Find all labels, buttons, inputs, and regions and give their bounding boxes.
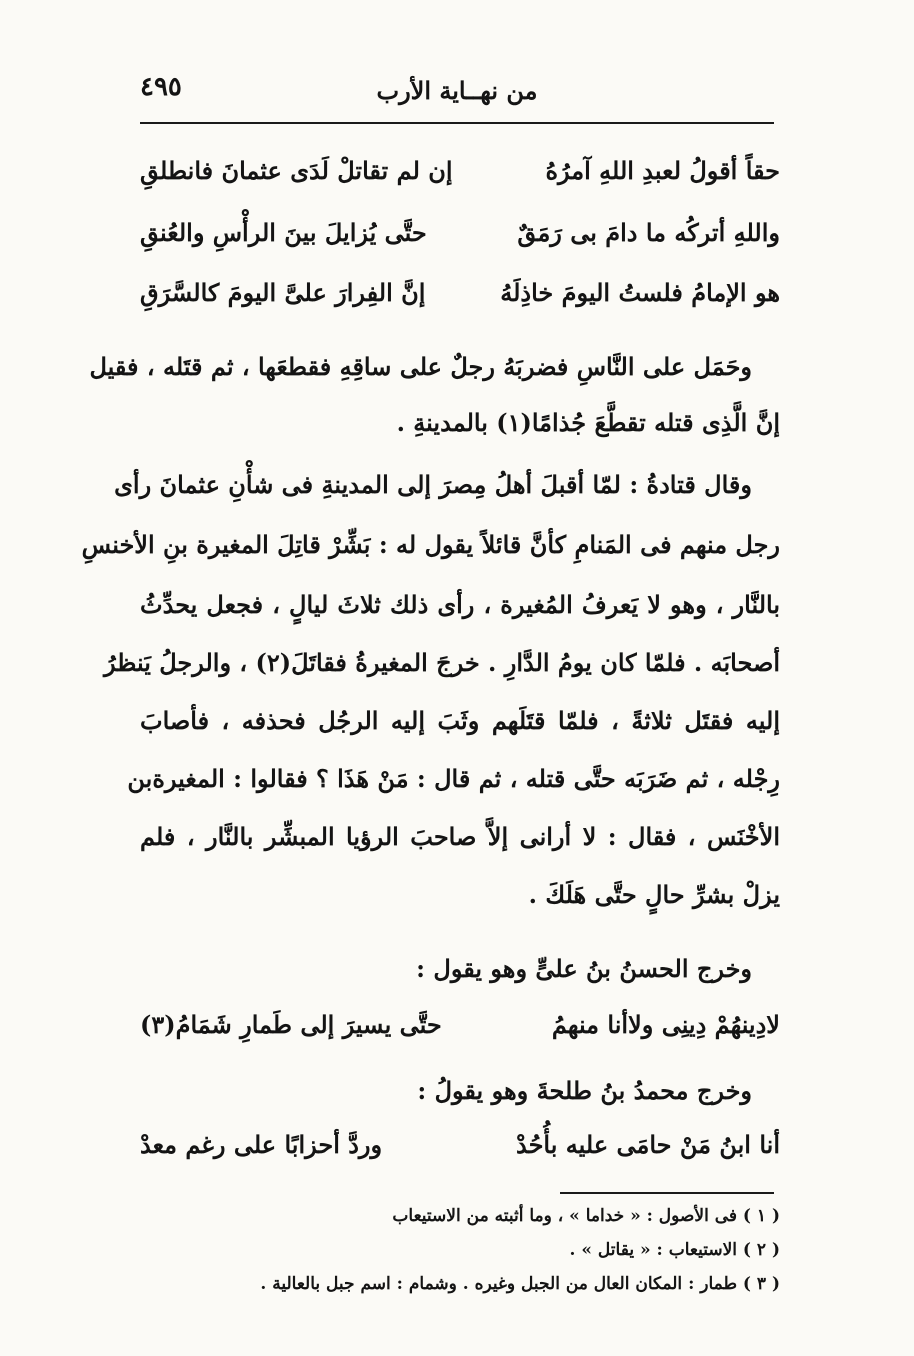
verse-second-hemistich: وردَّ أحزابًا على رغم معدْ: [140, 1130, 383, 1159]
prose-line: الأخْنَس ، فقال : لا أرانى إلاَّ صاحبَ الرؤيا المبشِّر بالنَّار ، فلم: [140, 822, 780, 851]
running-title: من نهــاية الأرب: [376, 76, 538, 105]
verse-line: [140, 1010, 780, 1056]
prose-line: بالنَّار ، وهو لا يَعرفُ المُغيرة ، رأى ذلك ثلاثَ ليالٍ ، فجعل يحدِّثُ: [140, 590, 780, 619]
verse-line: [140, 156, 780, 202]
verse-second-hemistich: حتَّى يسيرَ إلى طَمارِ شَمَامُ(٣): [140, 1010, 442, 1039]
verse-line: [140, 218, 780, 264]
prose-line: إنَّ الَّذِى قتله تقطَّعَ جُذامًا(١) بالمدينةِ .: [396, 408, 780, 437]
prose-line: إليه فقتَل ثلاثةً ، فلمّا قتَلَهم وثَبَ إليه الرجُل فحذفه ، فأصابَ: [140, 706, 780, 735]
prose-line: وخرج الحسنُ بنُ علىٍّ وهو يقول :: [416, 954, 752, 983]
verse-second-hemistich: إنَّ الفِرارَ علىَّ اليومَ كالسَّرَقِ: [140, 278, 426, 307]
prose-line: رِجْله ، ثم ضَرَبَه حتَّى قتله ، ثم قال : مَنْ هَذَا ؟ فقالوا : المغيرةبن: [127, 764, 780, 793]
verse-first-hemistich: واللهِ أتركُه ما دامَ بى رَمَقٌ: [517, 218, 780, 247]
verse-line: [140, 1130, 780, 1176]
page-header: [140, 72, 774, 118]
verse-second-hemistich: حتَّى يُزايلَ بينَ الرأْسِ والعُنقِ: [140, 218, 427, 247]
verse-first-hemistich: هو الإمامُ فلستُ اليومَ خاذِلَهُ: [500, 278, 780, 307]
prose-line: وخرج محمدُ بنُ طلحةَ وهو يقولُ :: [417, 1076, 752, 1105]
verse-first-hemistich: لادِينهُمْ دِينِى ولاأنا منهمُ: [551, 1010, 780, 1039]
footnote: ( ١ ) فى الأصول : « خداما » ، وما أثبته من الاستيعاب: [392, 1206, 780, 1226]
verse-second-hemistich: إن لم تقاتلْ لَدَى عثمانَ فانطلقِ: [140, 156, 453, 185]
header-rule: [140, 122, 774, 124]
footnote-rule: [560, 1192, 774, 1194]
prose-line: وحَمَل على النَّاسِ فضربَهُ رجلٌ على ساقِهِ فقطعَها ، ثم قتَله ، فقيل: [89, 352, 752, 381]
verse-first-hemistich: أنا ابنُ مَنْ حامَى عليه بأُحُدْ: [516, 1130, 780, 1159]
verse-line: [140, 278, 780, 324]
page-number: ٤٩٥: [140, 72, 182, 102]
footnote: ( ٣ ) طمار : المكان العال من الجبل وغيره . وشمام : اسم جبل بالعالية .: [260, 1274, 780, 1294]
prose-line: يزلْ بشرِّ حالٍ حتَّى هَلَكَ .: [528, 880, 780, 909]
prose-line: أصحابَه . فلمّا كان يومُ الدَّارِ . خرجَ المغيرةُ فقاتَلَ(٢) ، والرجلُ يَنظرُ: [104, 648, 780, 677]
verse-first-hemistich: حقاً أقولُ لعبدِ اللهِ آمرُهُ: [545, 156, 780, 185]
footnote: ( ٢ ) الاستيعاب : « يقاتل » .: [569, 1240, 780, 1260]
prose-line: رجل منهم فى المَنامِ كأنَّ قائلاً يقول له : بَشِّرْ قاتِلَ المغيرة بنِ الأخنسِ: [81, 530, 780, 559]
prose-line: وقال قتادةُ : لمّا أقبلَ أهلُ مِصرَ إلى المدينةِ فى شأْنِ عثمانَ رأى: [114, 470, 752, 499]
